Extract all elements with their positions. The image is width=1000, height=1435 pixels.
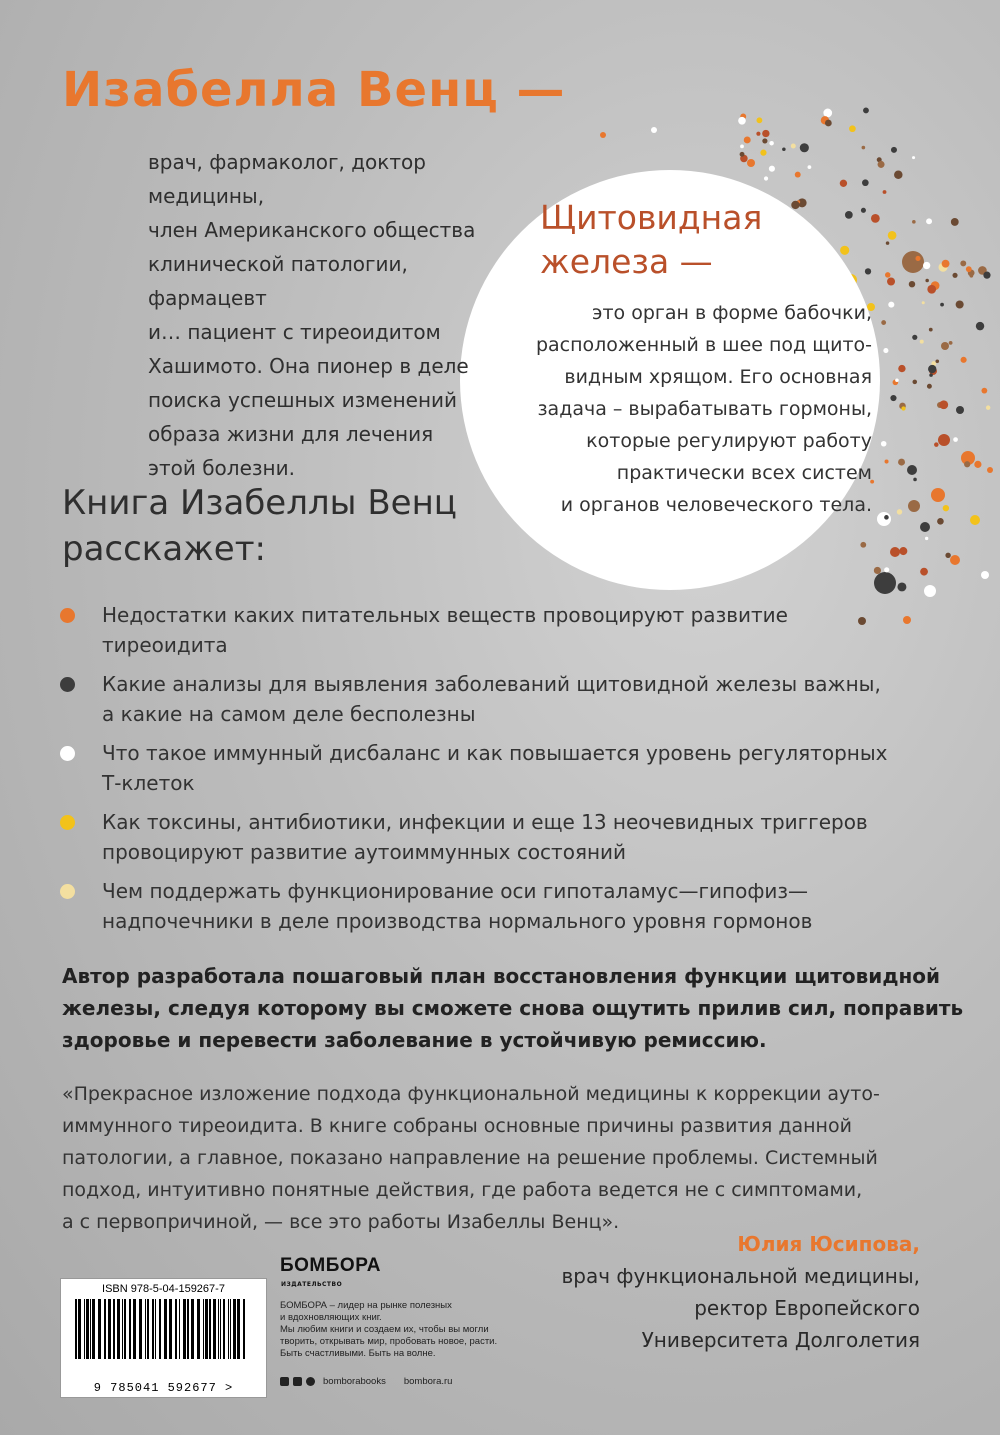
decorative-dot — [912, 335, 917, 340]
decorative-dot — [840, 246, 849, 255]
decorative-dot — [887, 278, 895, 286]
decorative-dot — [926, 218, 932, 224]
thyroid-desc-line: расположенный в шее под щито- — [535, 334, 872, 356]
decorative-dot — [983, 272, 990, 279]
decorative-dot — [908, 500, 920, 512]
feature-text: Какие анализы для выявления заболеваний щитовидной железы важны, — [102, 672, 881, 696]
barcode-bar — [164, 1299, 167, 1359]
feature-text: тиреоидита — [102, 633, 228, 657]
barcode-bar — [197, 1299, 200, 1359]
decorative-dot — [740, 145, 744, 149]
decorative-dot — [898, 459, 905, 466]
decorative-dot — [901, 406, 905, 410]
decorative-dot — [929, 373, 933, 377]
publisher-logo-subtitle: ИЗДАТЕЛЬСТВО — [281, 1281, 343, 1288]
decorative-dot — [756, 117, 762, 123]
decorative-dot — [884, 567, 889, 572]
isbn-label: ISBN 978-5-04-159267-7 — [102, 1283, 225, 1295]
decorative-dot — [964, 461, 970, 467]
decorative-dot — [878, 161, 885, 168]
decorative-dot — [927, 285, 936, 294]
barcode-bar — [209, 1299, 211, 1359]
decorative-dot — [861, 208, 866, 213]
decorative-dot — [924, 585, 936, 597]
barcode-bar — [223, 1299, 225, 1359]
barcode-bar — [237, 1299, 240, 1359]
book-heading-line: Книга Изабеллы Венц — [62, 483, 457, 523]
barcode-bar — [243, 1299, 245, 1359]
barcode-bar — [133, 1299, 136, 1359]
bio-line: и… пациент с тиреоидитом — [148, 320, 441, 344]
decorative-dot — [897, 509, 902, 514]
barcode-bar — [203, 1299, 204, 1359]
decorative-dot — [956, 406, 964, 414]
barcode-bar — [152, 1299, 154, 1359]
decorative-dot — [986, 405, 990, 409]
barcode-bar — [179, 1299, 180, 1359]
decorative-dot — [943, 505, 949, 511]
thyroid-title-line: железа — — [540, 242, 713, 281]
decorative-dot — [895, 378, 899, 382]
decorative-dot — [974, 461, 981, 468]
decorative-dot — [929, 328, 933, 332]
thyroid-desc-line: видным хрящом. Его основная — [564, 366, 872, 388]
thyroid-description — [482, 297, 872, 521]
bio-line: Хашимото. Она пионер в деле — [148, 354, 469, 378]
barcode-bar — [218, 1299, 219, 1359]
book-heading-line: расскажет: — [62, 529, 266, 569]
decorative-dot — [840, 180, 847, 187]
decorative-dot — [762, 130, 769, 137]
barcode-bar — [78, 1299, 81, 1359]
decorative-dot — [740, 152, 745, 157]
thyroid-title — [540, 196, 762, 284]
decorative-dot — [881, 320, 886, 325]
decorative-dot — [886, 241, 890, 245]
barcode-bar — [98, 1299, 101, 1359]
decorative-dot — [961, 357, 967, 363]
quote-author-title: Университета Долголетия — [641, 1328, 920, 1352]
decorative-dot — [976, 322, 984, 330]
publisher-socials — [280, 1376, 452, 1387]
list-item — [60, 876, 940, 945]
barcode-bar — [191, 1299, 194, 1359]
barcode-bar — [155, 1299, 156, 1359]
thyroid-desc-line: это орган в форме бабочки, — [592, 302, 872, 324]
decorative-dot — [970, 274, 974, 278]
decorative-dot — [898, 365, 905, 372]
barcode-bar — [175, 1299, 177, 1359]
thyroid-desc-line: и органов человеческого тела. — [560, 494, 872, 516]
decorative-dot — [981, 388, 987, 394]
thyroid-desc-line: которые регулируют работу — [586, 430, 872, 452]
decorative-dot — [877, 512, 891, 526]
publisher-logo: БОМБОРА — [280, 1255, 381, 1276]
barcode-bar — [147, 1299, 149, 1359]
barcode-bar — [92, 1299, 95, 1359]
publisher-desc-line: Мы любим книги и создаем их, чтобы вы могли — [280, 1324, 489, 1335]
feature-text: Что такое иммунный дисбаланс и как повышается уровень регуляторных — [102, 741, 888, 765]
barcode-bar — [113, 1299, 115, 1359]
review-quote — [62, 1078, 932, 1238]
feature-text: а какие на самом деле бесполезны — [102, 702, 476, 726]
decorative-dot — [899, 547, 907, 555]
publisher-desc-line: БОМБОРА – лидер на рынке полезных — [280, 1300, 452, 1311]
quote-line: иммунного тиреоидита. В книге собраны основные причины развития данной — [62, 1115, 852, 1137]
feature-list — [60, 600, 940, 945]
barcode-bar — [129, 1299, 131, 1359]
decorative-dot — [881, 441, 887, 447]
decorative-dot — [912, 156, 915, 159]
decorative-dot — [883, 348, 888, 353]
isbn-barcode-block — [60, 1278, 267, 1398]
bio-line: врач, фармаколог, доктор медицины, — [148, 150, 426, 208]
bio-line: поиска успешных изменений — [148, 388, 458, 412]
decorative-dot — [600, 132, 606, 138]
feature-text: Как токсины, антибиотики, инфекции и еще 13 неочевидных триггеров — [102, 810, 868, 834]
decorative-dot — [888, 231, 897, 240]
odnoklassniki-icon — [306, 1377, 315, 1386]
decorative-dot — [849, 125, 856, 132]
barcode-bar — [183, 1299, 186, 1359]
publisher-description — [280, 1300, 530, 1360]
decorative-dot — [912, 380, 917, 385]
decorative-dot — [747, 159, 755, 167]
decorative-dot — [922, 301, 925, 304]
feature-text: провоцируют развитие аутоиммунных состояний — [102, 840, 627, 864]
bio-line: клинической патологии, фармацевт — [148, 252, 408, 310]
decorative-dot — [966, 266, 972, 272]
decorative-dot — [769, 166, 775, 172]
social-handle: bomborabooks — [323, 1376, 386, 1387]
decorative-dot — [823, 109, 832, 118]
decorative-dot — [891, 147, 897, 153]
barcode-image — [73, 1299, 248, 1377]
decorative-dot — [902, 251, 924, 273]
quote-author-name: Юлия Юсипова, — [737, 1232, 920, 1256]
publisher-website: bombora.ru — [403, 1376, 453, 1387]
barcode-bar — [169, 1299, 172, 1359]
list-item — [60, 807, 940, 876]
decorative-dot — [913, 478, 917, 482]
decorative-dot — [883, 190, 887, 194]
decorative-dot — [987, 467, 993, 473]
quote-line: патологии, а главное, показано направление на решение проблемы. Системный — [62, 1147, 878, 1169]
decorative-dot — [920, 340, 924, 344]
decorative-dot — [890, 547, 900, 557]
barcode-bar — [213, 1299, 216, 1359]
summary-line: железы, следуя которому вы сможете снова ощутить прилив сил, поправить — [62, 996, 964, 1020]
quote-author-title: врач функциональной медицины, — [561, 1264, 920, 1288]
bullet-dot-icon — [60, 815, 75, 830]
decorative-dot — [939, 400, 948, 409]
quote-attribution — [562, 1228, 920, 1356]
decorative-dot — [950, 555, 960, 565]
decorative-dot — [791, 201, 799, 209]
thyroid-desc-line: задача – вырабатывать гормоны, — [537, 398, 872, 420]
bio-line: образа жизни для лечения — [148, 422, 434, 446]
decorative-dot — [949, 341, 953, 345]
barcode-bar — [139, 1299, 142, 1359]
barcode-bar — [124, 1299, 126, 1359]
decorative-dot — [744, 136, 751, 143]
decorative-dot — [952, 273, 957, 278]
decorative-dot — [894, 171, 902, 179]
decorative-dot — [865, 268, 871, 274]
thyroid-title-line: Щитовидная — [540, 198, 763, 237]
barcode-bar — [205, 1299, 208, 1359]
feature-text: Т-клеток — [102, 771, 195, 795]
decorative-dot — [874, 567, 881, 574]
book-heading — [62, 480, 457, 572]
decorative-dot — [769, 141, 773, 145]
barcode-bar — [145, 1299, 146, 1359]
decorative-dot — [862, 179, 869, 186]
summary-paragraph — [62, 960, 964, 1056]
decorative-dot — [938, 434, 950, 446]
barcode-bar — [220, 1299, 221, 1359]
decorative-dot — [951, 218, 959, 226]
decorative-dot — [795, 172, 801, 178]
summary-line: Автор разработала пошаговый план восстановления функции щитовидной — [62, 964, 941, 988]
vk-icon — [293, 1377, 302, 1386]
decorative-dot — [970, 515, 980, 525]
decorative-dot — [960, 260, 966, 266]
decorative-dot — [953, 437, 958, 442]
decorative-dot — [945, 553, 950, 558]
bullet-dot-icon — [60, 884, 75, 899]
barcode-bar — [75, 1299, 77, 1359]
decorative-dot — [912, 220, 916, 224]
bullet-dot-icon — [60, 677, 75, 692]
bio-line: член Американского общества — [148, 218, 476, 242]
barcode-bar — [108, 1299, 111, 1359]
barcode-bar — [187, 1299, 189, 1359]
decorative-dot — [923, 262, 930, 269]
barcode-bar — [159, 1299, 161, 1359]
decorative-dot — [981, 571, 989, 579]
publisher-desc-line: Быть счастливыми. Быть на волне. — [280, 1348, 436, 1359]
decorative-dot — [862, 146, 866, 150]
decorative-dot — [927, 384, 932, 389]
decorative-dot — [871, 214, 880, 223]
barcode-digits: 9 785041 592677 > — [93, 1381, 234, 1395]
barcode-bar — [104, 1299, 106, 1359]
feature-text: надпочечники в деле производства нормального уровня гормонов — [102, 909, 813, 933]
decorative-dot — [942, 260, 950, 268]
decorative-dot — [825, 120, 832, 127]
decorative-dot — [935, 360, 939, 364]
quote-line: подход, интуитивно понятные действия, где работа ведется не с симптомами, — [62, 1179, 863, 1201]
barcode-bar — [90, 1299, 91, 1359]
decorative-dot — [920, 522, 930, 532]
decorative-dot — [782, 147, 786, 151]
bullet-dot-icon — [60, 608, 75, 623]
decorative-dot — [863, 108, 869, 114]
list-item — [60, 738, 940, 807]
decorative-dot — [651, 127, 657, 133]
decorative-dot — [941, 342, 949, 350]
barcode-bar — [86, 1299, 89, 1359]
quote-author-title: ректор Европейского — [694, 1296, 920, 1320]
barcode-bar — [117, 1299, 120, 1359]
thyroid-desc-line: практически всех систем — [616, 462, 872, 484]
decorative-dot — [845, 211, 853, 219]
decorative-dot — [800, 143, 809, 152]
decorative-dot — [925, 279, 929, 283]
publisher-desc-line: и вдохновляющих книг. — [280, 1312, 382, 1323]
decorative-dot — [764, 176, 768, 180]
decorative-dot — [890, 395, 896, 401]
decorative-dot — [756, 132, 760, 136]
decorative-dot — [925, 537, 928, 540]
facebook-icon — [280, 1377, 289, 1386]
decorative-dot — [932, 492, 938, 498]
barcode-bar — [122, 1299, 123, 1359]
decorative-dot — [885, 272, 890, 277]
summary-line: здоровье и перевести заболевание в устойчивую ремиссию. — [62, 1028, 767, 1052]
author-name: Изабелла Венц — — [62, 62, 566, 118]
decorative-dot — [760, 150, 766, 156]
barcode-bar — [233, 1299, 236, 1359]
decorative-dot — [860, 542, 866, 548]
decorative-dot — [915, 256, 920, 261]
author-bio — [148, 145, 478, 485]
decorative-dot — [907, 465, 917, 475]
quote-line: а с первопричиной, — все это работы Изабеллы Венц». — [62, 1211, 620, 1233]
barcode-bar — [84, 1299, 85, 1359]
decorative-dot — [884, 515, 889, 520]
decorative-dot — [937, 518, 944, 525]
list-item — [60, 669, 940, 738]
barcode-bar — [230, 1299, 231, 1359]
decorative-dot — [940, 303, 944, 307]
decorative-dot — [956, 300, 964, 308]
list-item — [60, 600, 940, 669]
decorative-dot — [897, 582, 906, 591]
decorative-dot — [738, 117, 746, 125]
bullet-dot-icon — [60, 746, 75, 761]
publisher-desc-line: творить, открывать мир, пробовать новое, расти. — [280, 1336, 498, 1347]
decorative-dot — [874, 572, 896, 594]
decorative-dot — [762, 138, 767, 143]
decorative-dot — [909, 281, 915, 287]
feature-text: Чем поддержать функционирование оси гипоталамус—гипофиз— — [102, 879, 809, 903]
decorative-dot — [920, 568, 928, 576]
barcode-bar — [228, 1299, 229, 1359]
decorative-dot — [791, 143, 796, 148]
bio-line: этой болезни. — [148, 456, 295, 480]
decorative-dot — [928, 365, 936, 373]
decorative-dot — [885, 460, 889, 464]
decorative-dot — [808, 165, 812, 169]
decorative-dot — [934, 442, 938, 446]
decorative-dot — [888, 302, 894, 308]
feature-text: Недостатки каких питательных веществ провоцируют развитие — [102, 603, 788, 627]
quote-line: «Прекрасное изложение подхода функциональной медицины к коррекции ауто- — [62, 1083, 880, 1105]
